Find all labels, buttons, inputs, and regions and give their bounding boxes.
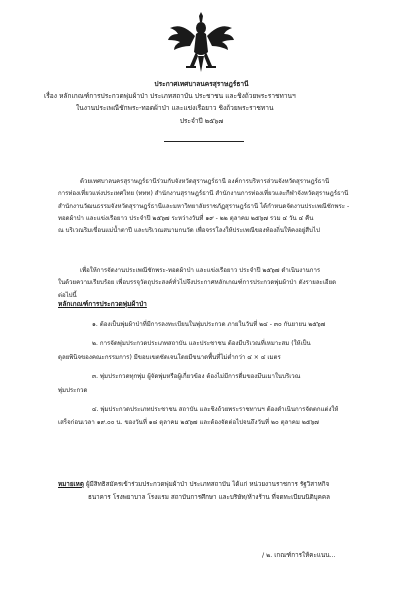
paragraph-line: สำนักงานวัฒนธรรมจังหวัดสุราษฎร์ธานีและมหาวิทยาลัยราชภัฏสุราษฎร์ธานี ได้กำหนดจัดงานประเพณีชักพระ - — [58, 202, 350, 210]
criteria-item-2 — [58, 337, 364, 364]
event-line: ในงานประเพณีชักพระ-ทอดผ้าป่า และแข่งเรือยาว ชิงถ้วยพระราชทาน — [76, 104, 274, 113]
paragraph-line: ในด้วยความเรียบร้อย เพื่อบรรจุวัตถุประสงค์ทั่วไปจึงประกาศหลักเกณฑ์การประกวดพุ่มผ้าป่า ดังรายละเอียด — [58, 279, 337, 287]
remark-line — [58, 478, 364, 491]
remark-label: หมายเหตุ — [58, 481, 84, 488]
item-line: ๔. พุ่มประกวดประเภทประชาชน สถาบัน และชิงถ้วยพระราชทานฯ ต้องดำเนินการจัดตกแต่งให้ — [92, 406, 339, 414]
paragraph-line: เพื่อให้การจัดงานประเพณีชักพระ-ทอดผ้าป่า และแข่งเรือยาว ประจำปี ๒๕๖๗ ดำเนินงานการ — [80, 267, 321, 274]
item-line: ๑. ต้องเป็นพุ่มผ้าป่าที่มีการลงทะเบียนในพุ่มประกวด ภายในวันที่ ๒๔ - ๓๐ กันยายน ๒๕๖๗ — [92, 321, 326, 328]
criteria-item-4 — [58, 403, 364, 430]
criteria-heading: หลักเกณฑ์การประกวดพุ่มผ้าป่า — [58, 300, 147, 308]
item-line: เสร็จก่อนเวลา ๑๙.๐๐ น. ของวันที่ ๑๘ ตุลาคม ๒๕๖๗ และต้องจัดต่อไปจนถึงวันที่ ๒๐ ตุลาคม ๒๕๖๗ — [58, 419, 319, 427]
criteria-item-3 — [58, 370, 364, 397]
announcement-header — [40, 78, 363, 127]
issuer-title: ประกาศเทศบาลนครสุราษฎร์ธานี — [154, 80, 249, 88]
paragraph-line: ต่อไปนี้ — [58, 291, 77, 299]
item-line: ๓. พุ่มประกวดทุกพุ่ม ผู้จัดพุ่มหรือผู้เกี่ยวข้อง ต้องไม่มีการดื่มของมึนเมาในบริเวณ — [92, 373, 301, 381]
paragraph-line: ทอดผ้าป่า และแข่งเรือยาว ประจำปี ๒๕๖๗ ระหว่างวันที่ ๑๙ - ๒๒ ตุลาคม ๒๕๖๗ รวม ๔ วัน ๔ คืน — [58, 214, 314, 222]
year-line: ประจำปี ๒๕๖๗ — [179, 116, 224, 125]
item-line: พุ่มประกวด — [58, 386, 88, 394]
criteria-item-1 — [58, 318, 364, 331]
subject-line: เรื่อง หลักเกณฑ์การประกวดพุ่มผ้าป่า ประเภทสถาบัน ประชาชน และชิงถ้วยพระราชทานฯ — [44, 92, 296, 101]
garuda-emblem-icon — [166, 12, 236, 74]
continuation-note: / ๒. เกณฑ์การให้คะแนน... — [262, 552, 336, 559]
remark-text: ผู้มีสิทธิสมัครเข้าร่วมประกวดพุ่มผ้าป่า ประเภทสถาบัน ได้แก่ หน่วยงานราชการ รัฐวิสาหกิจ — [85, 481, 330, 488]
item-line: ดุลยพินิจของคณะกรรมการ) มีขอบเขตชัดเจนโดยมีขนาดพื้นที่ไม่ต่ำกว่า ๔ × ๔ เมตร — [58, 353, 281, 361]
remark-line: ธนาคาร โรงพยาบาล โรงแรม สถาบันการศึกษา และบริษัท/ห้างร้าน ที่จดทะเบียนนิติบุคคล — [88, 494, 330, 501]
paragraph-line: ด้วยเทศบาลนครสุราษฎร์ธานีร่วมกับจังหวัดสุราษฎร์ธานี องค์การบริหารส่วนจังหวัดสุราษฎร์ธานี — [80, 178, 330, 185]
criteria-list — [58, 318, 364, 430]
remark-section — [58, 478, 364, 504]
paragraph-line: ณ บริเวณริมเขื่อนแม่น้ำตาปี และบริเวณสนามกนวัด เพื่อจรรโลงให้ประเพณีของท้องถิ่นให้คงอยู่สืบไป — [58, 227, 320, 235]
item-line: ๒. การจัดพุ่มประกวดประเภทสถาบัน และประชาชน ต้องมีบริเวณที่เหมาะสม (ให้เป็น — [92, 340, 311, 348]
header-divider — [164, 141, 244, 142]
paragraph-purpose — [58, 265, 364, 302]
paragraph-line: การท่องเที่ยวแห่งประเทศไทย (ททท) สำนักงานสุราษฎร์ธานี สำนักงานการท่องเที่ยวและกีฬาจังหวัดสุราษฎร์ธานี — [58, 190, 349, 198]
paragraph-intro — [58, 176, 364, 237]
